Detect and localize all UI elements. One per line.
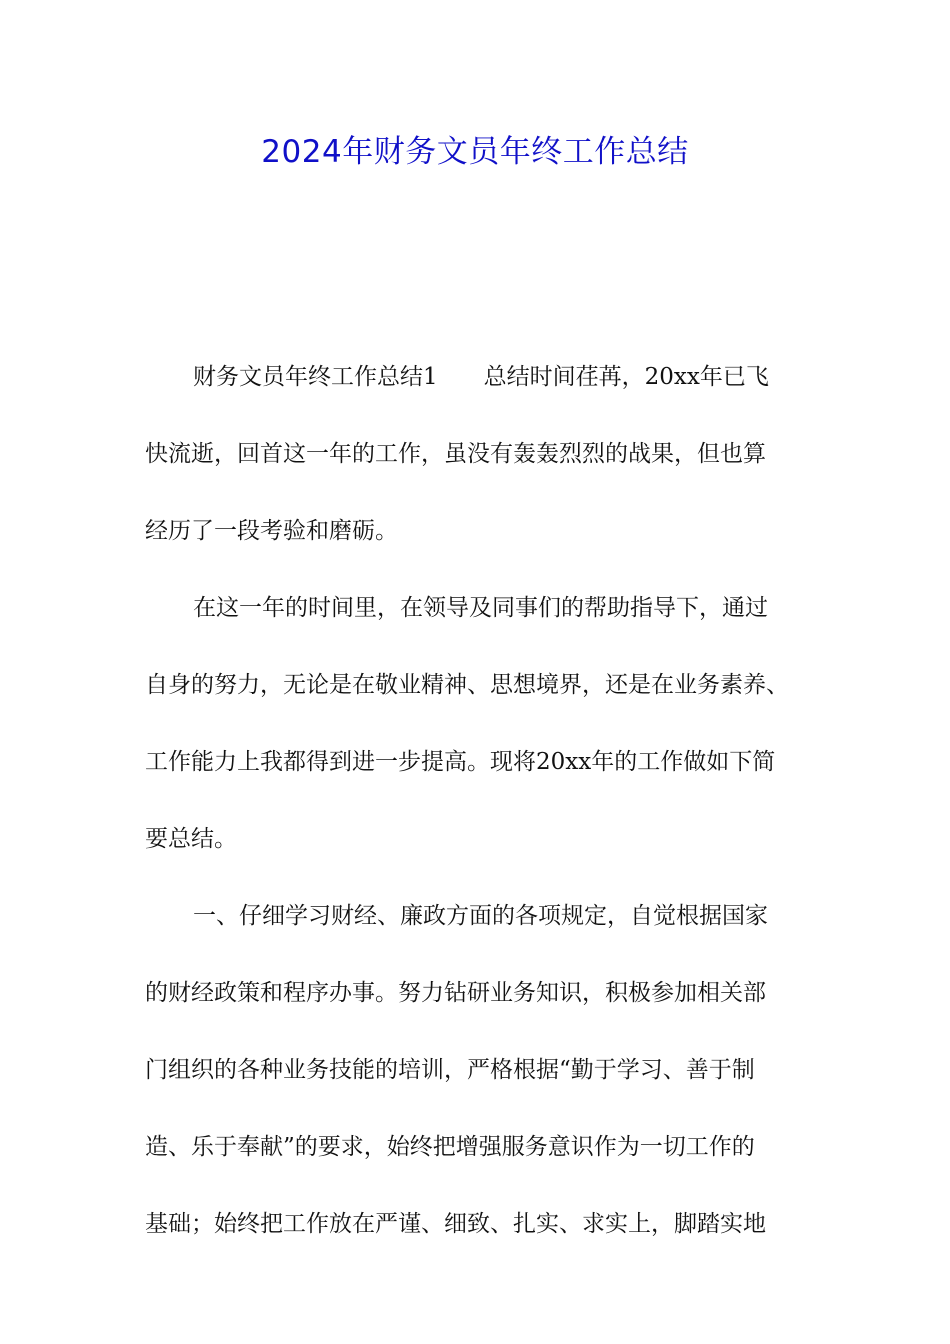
body-line-10: 门组织的各种业务技能的培训，严格根据“勤于学习、善于制 xyxy=(145,1057,755,1083)
body-line-8: 一、仔细学习财经、廉政方面的各项规定，自觉根据国家 xyxy=(193,903,768,929)
body-line-3: 经历了一段考验和磨砺。 xyxy=(145,518,398,544)
document-title: 2024年财务文员年终工作总结 xyxy=(261,134,689,170)
body-line-6: 工作能力上我都得到进一步提高。现将20xx年的工作做如下简 xyxy=(145,749,776,775)
document-body xyxy=(145,339,809,1263)
body-line-9: 的财经政策和程序办事。努力钻研业务知识，积极参加相关部 xyxy=(145,980,766,1006)
body-line-12: 基础；始终把工作放在严谨、细致、扎实、求实上，脚踏实地 xyxy=(145,1211,766,1237)
body-line-2: 快流逝，回首这一年的工作，虽没有轰轰烈烈的战果，但也算 xyxy=(145,441,766,467)
body-line-11: 造、乐于奉献”的要求，始终把增强服务意识作为一切工作的 xyxy=(145,1134,755,1160)
body-line-5: 自身的努力，无论是在敬业精神、思想境界，还是在业务素养、 xyxy=(145,672,789,698)
body-line-1: 财务文员年终工作总结1 总结时间荏苒，20xx年已飞 xyxy=(193,364,769,390)
body-line-4: 在这一年的时间里，在领导及同事们的帮助指导下，通过 xyxy=(193,595,768,621)
body-line-7: 要总结。 xyxy=(145,826,237,852)
